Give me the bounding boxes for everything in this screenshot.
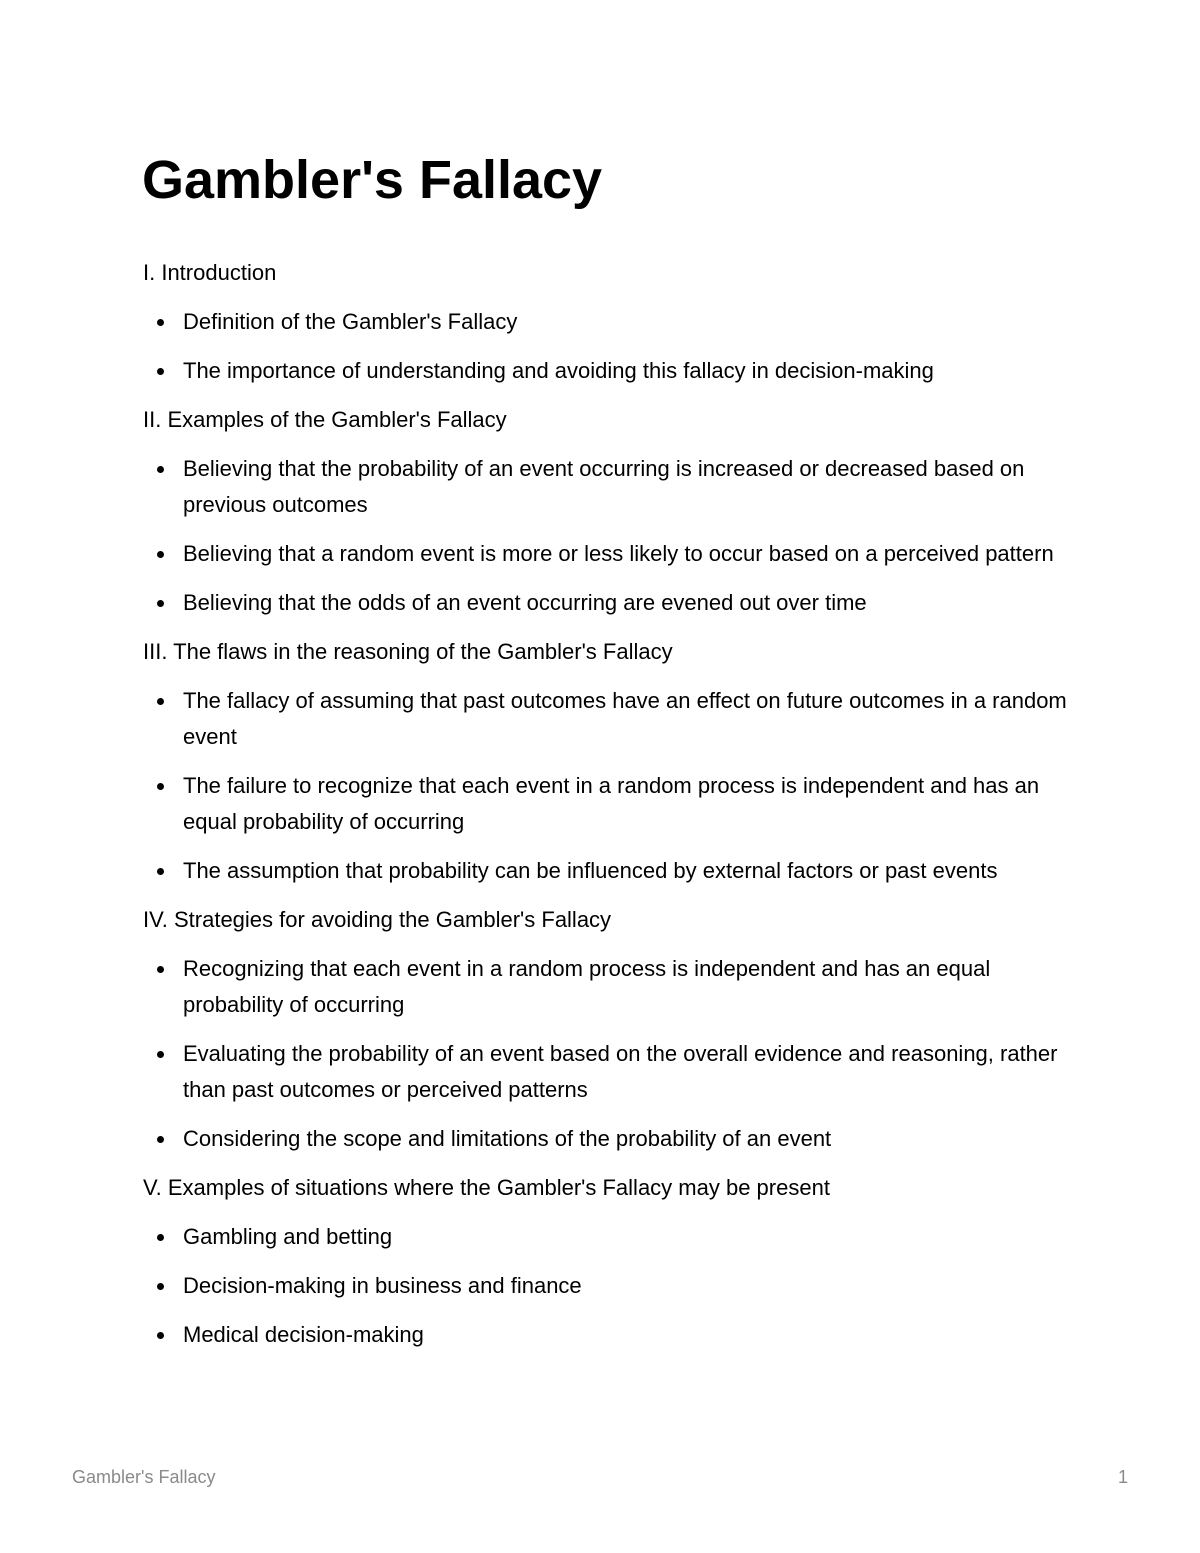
list-item-text: Decision-making in business and finance — [183, 1273, 582, 1298]
list-item — [143, 1036, 1073, 1108]
list-item-text: Considering the scope and limitations of the probability of an event — [183, 1126, 832, 1151]
section-heading-flaws: III. The flaws in the reasoning of the Gambler's Fallacy — [143, 639, 673, 664]
bullet-list — [143, 683, 1073, 889]
list-item — [143, 1219, 1073, 1255]
section-heading-situations: V. Examples of situations where the Gambler's Fallacy may be present — [143, 1175, 830, 1200]
bullet-list — [143, 304, 1073, 389]
bullet-dot-icon — [157, 319, 164, 326]
bullet-dot-icon — [157, 466, 164, 473]
section-heading-examples: II. Examples of the Gambler's Fallacy — [143, 407, 507, 432]
list-item — [143, 1268, 1073, 1304]
list-item — [143, 853, 1073, 889]
footer-page-number: 1 — [1117, 1467, 1128, 1487]
list-item-text: Medical decision-making — [183, 1322, 424, 1347]
list-item — [143, 304, 1073, 340]
document-title: Gambler's Fallacy — [142, 150, 603, 210]
list-item — [143, 951, 1073, 1023]
list-item — [143, 585, 1073, 621]
bullet-dot-icon — [157, 868, 164, 875]
list-item-text: Recognizing that each event in a random process is independent and has an equal probability of occurring — [183, 956, 991, 1017]
list-item-text: The failure to recognize that each event in a random process is independent and has an equal probability of occurring — [183, 773, 1040, 834]
list-item — [143, 451, 1073, 523]
bullet-dot-icon — [157, 600, 164, 607]
bullet-dot-icon — [157, 698, 164, 705]
list-item — [143, 683, 1073, 755]
list-item-text: Believing that the odds of an event occurring are evened out over time — [183, 590, 867, 615]
list-item — [143, 353, 1073, 389]
list-item — [143, 536, 1073, 572]
list-item — [143, 768, 1073, 840]
list-item-text: Definition of the Gambler's Fallacy — [183, 309, 518, 334]
bullet-dot-icon — [157, 551, 164, 558]
bullet-dot-icon — [157, 1051, 164, 1058]
bullet-dot-icon — [157, 1332, 164, 1339]
bullet-list — [143, 1219, 1073, 1353]
bullet-dot-icon — [157, 1283, 164, 1290]
bullet-dot-icon — [157, 1136, 164, 1143]
footer-title: Gambler's Fallacy — [72, 1467, 216, 1487]
list-item-text: Evaluating the probability of an event based on the overall evidence and reasoning, rather than past outcomes or perceived patterns — [183, 1041, 1058, 1102]
bullet-list — [143, 451, 1073, 621]
list-item-text: The importance of understanding and avoiding this fallacy in decision-making — [183, 358, 934, 383]
section-heading-strategies: IV. Strategies for avoiding the Gambler's Fallacy — [143, 907, 612, 932]
list-item — [143, 1121, 1073, 1157]
list-item-text: Believing that the probability of an event occurring is increased or decreased based on previous outcomes — [183, 456, 1025, 517]
list-item-text: Believing that a random event is more or less likely to occur based on a perceived pattern — [183, 541, 1054, 566]
list-item-text: The assumption that probability can be influenced by external factors or past events — [183, 858, 998, 883]
bullet-dot-icon — [157, 783, 164, 790]
bullet-dot-icon — [157, 368, 164, 375]
bullet-dot-icon — [157, 1234, 164, 1241]
section-heading-introduction: I. Introduction — [143, 260, 277, 285]
bullet-dot-icon — [157, 966, 164, 973]
list-item — [143, 1317, 1073, 1353]
document-body — [143, 255, 1073, 1366]
list-item-text: Gambling and betting — [183, 1224, 393, 1249]
bullet-list — [143, 951, 1073, 1157]
list-item-text: The fallacy of assuming that past outcomes have an effect on future outcomes in a random event — [183, 688, 1067, 749]
